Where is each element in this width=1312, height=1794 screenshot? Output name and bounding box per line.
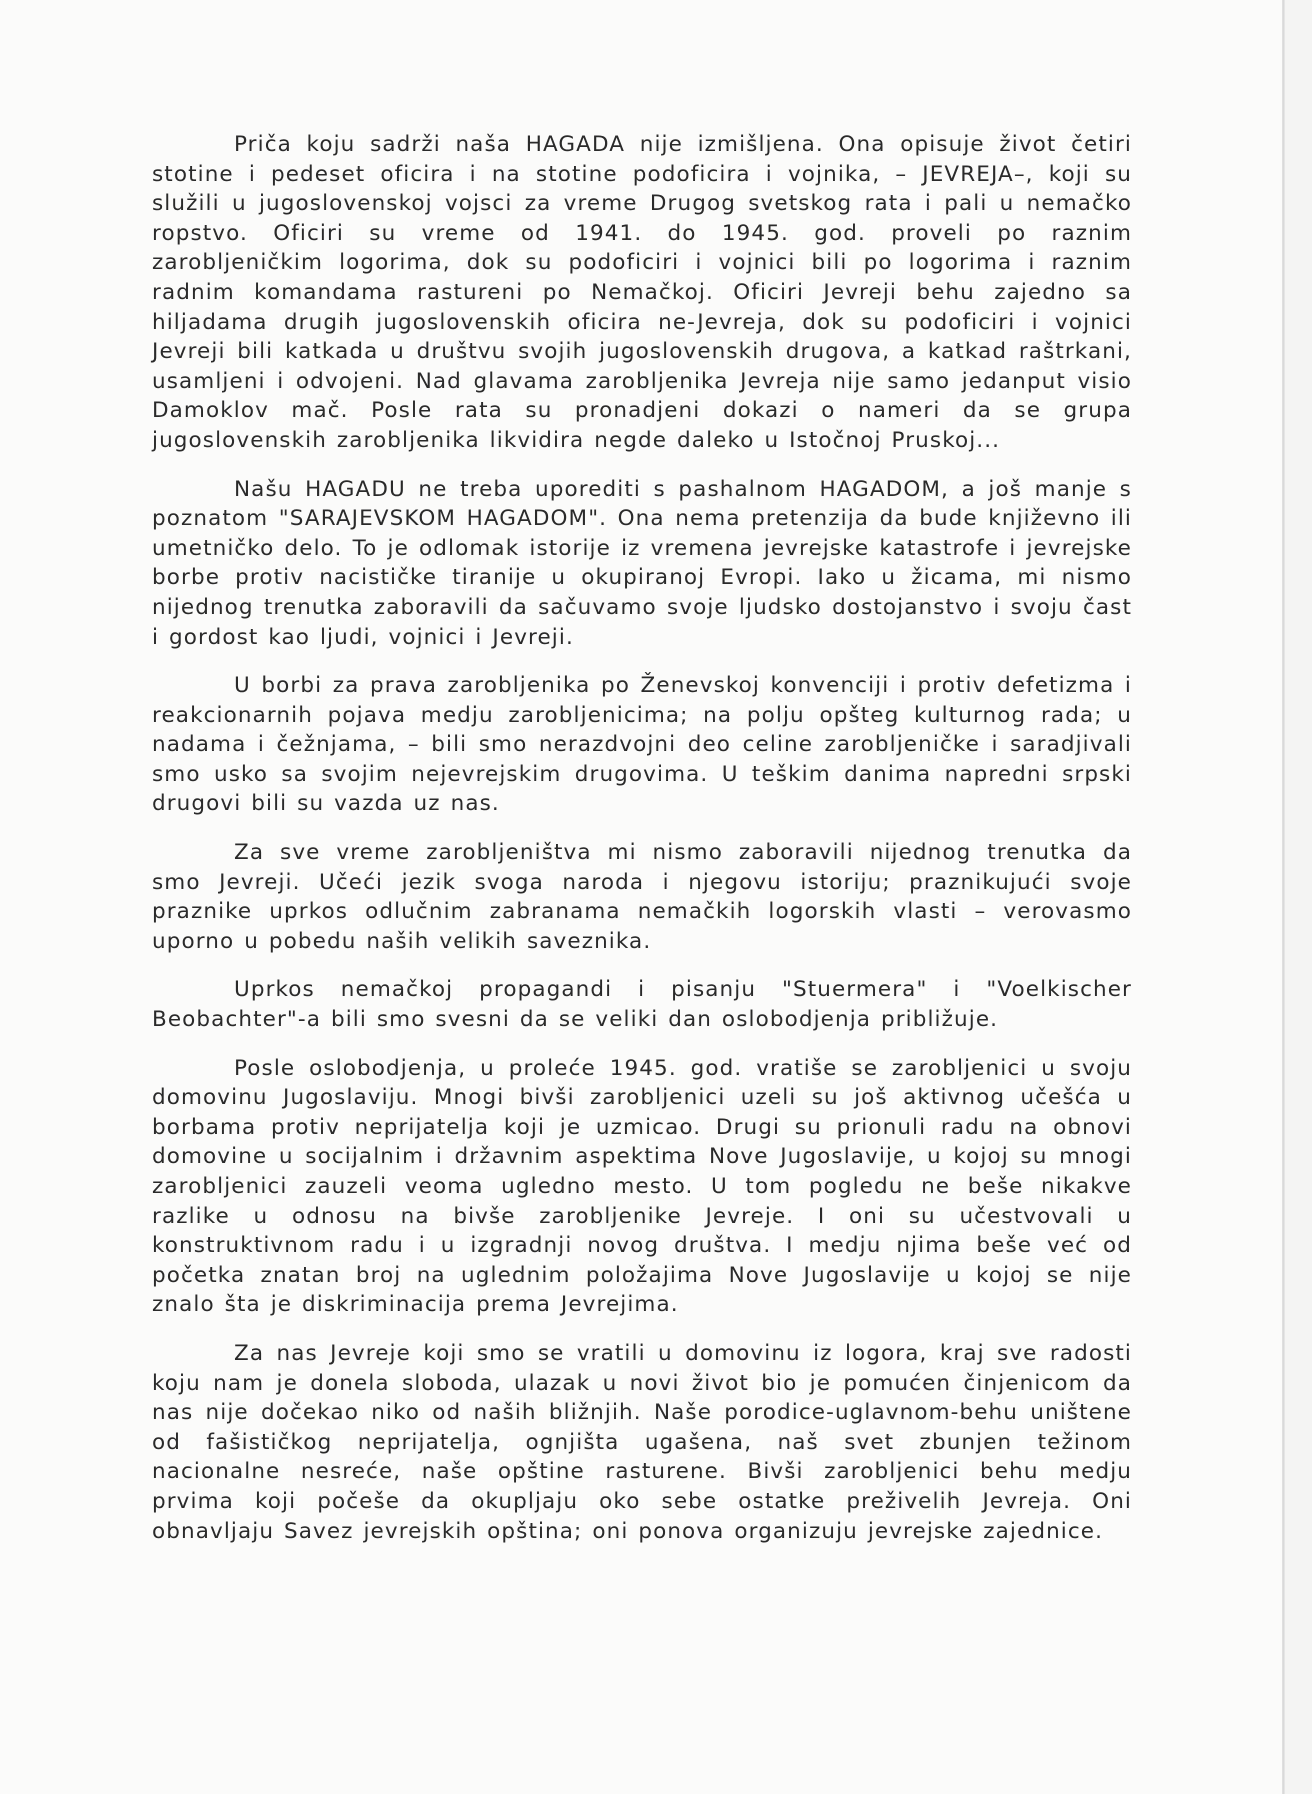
paragraph-7: Za nas Jevreje koji smo se vratili u domovinu iz logora, kraj sve radosti koju nam je donela sloboda, ulazak u novi život bio je pomućen činjenicom da nas nije dočekao niko od naših bližnjih. Naše porodice-uglavnom-behu uništene od fašističkog neprijatelja, ognjišta ugašena, naš svet zbunjen težinom nacionalne nesreće, naše opštine rasturene. Bivši zarobljenici behu medju prvima koji počeše da okupljaju oko sebe ostatke preživelih Jevreja. Oni obnavljaju Savez jevrejskih opština; oni ponova organizuju jevrejske zajednice. bbox=[152, 1340, 1132, 1544]
page-edge-strip bbox=[1285, 0, 1312, 1794]
paragraph-1: Priča koju sadrži naša HAGADA nije izmišljena. Ona opisuje život četiri stotine i pedeset oficira i na stotine podoficira i vojnika, – JEVREJA–, koji su služili u jugoslovenskoj vojsci za vreme Drugog svetskog rata i pali u nemačko ropstvo. Oficiri su vreme od 1941. do 1945. god. proveli po raznim zarobljeničkim logorima, dok su podoficiri i vojnici bili po logorima i raznim radnim komandama rastureni po Nemačkoj. Oficiri Jevreji behu zajedno sa hiljadama drugih jugoslovenskih oficira ne-Jevreja, dok su podoficiri i vojnici Jevreji bili katkada u društvu svojih jugoslovenskih drugova, a katkad raštrkani, usamljeni i odvojeni. Nad glavama zarobljenika Jevreja nije samo jedanput visio Damoklov mač. Posle rata su pronadjeni dokazi o nameri da se grupa jugoslovenskih zarobljenika likvidira negde daleko u Istočnoj Pruskoj... bbox=[152, 132, 1132, 453]
paragraph-3: U borbi za prava zarobljenika po Ženevskoj konvenciji i protiv defetizma i reakcionarnih pojava medju zarobljenicima; na polju opšteg kulturnog rada; u nadama i čežnjama, – bili smo nerazdvojni deo celine zarobljeničke i saradjivali smo usko sa svojim nejevrejskim drugovima. U teškim danima napredni srpski drugovi bili su vazda uz nas. bbox=[152, 673, 1132, 817]
paragraph-4: Za sve vreme zarobljeništva mi nismo zaboravili nijednog trenutka da smo Jevreji. Učeći jezik svoga naroda i njegovu istoriju; praznikujući svoje praznike uprkos odlučnim zabranama nemačkih logorskih vlasti – verovasmo uporno u pobedu naših velikih saveznika. bbox=[152, 840, 1132, 954]
paragraph-5: Uprkos nemačkoj propagandi i pisanju "Stuermera" i "Voelkischer Beobachter"-a bili smo svesni da se veliki dan oslobodjenja približuje. bbox=[152, 977, 1132, 1033]
paragraph-6: Posle oslobodjenja, u proleće 1945. god. vratiše se zarobljenici u svoju domovinu Jugoslaviju. Mnogi bivši zarobljenici uzeli su još aktivnog učešća u borbama protiv neprijatelja koji je uzmicao. Drugi su prionuli radu na obnovi domovine u socijalnim i državnim aspektima Nove Jugoslavije, u kojoj su mnogi zarobljenici zauzeli veoma ugledno mesto. U tom pogledu ne beše nikakve razlike u odnosu na bivše zarobljenike Jevreje. I oni su učestvovali u konstruktivnom radu i u izgradnji novog društva. I medju njima beše već od početka znatan broj na uglednim položajima Nove Jugoslavije u kojoj se nije znalo šta je diskriminacija prema Jevrejima. bbox=[152, 1055, 1132, 1318]
paragraph-2: Našu HAGADU ne treba uporediti s pashalnom HAGADOM, a još manje s poznatom "SARAJEVSKOM HAGADOM". Ona nema pretenzija da bude književno ili umetničko delo. To je odlomak istorije iz vremena jevrejske katastrofe i jevrejske borbe protiv nacističke tiranije u okupiranoj Evropi. Iako u žicama, mi nismo nijednog trenutka zaboravili da sačuvamo svoje ljudsko dostojanstvo i svoju čast i gordost kao ljudi, vojnici i Jevreji. bbox=[152, 476, 1132, 650]
document-body bbox=[152, 130, 1132, 1565]
